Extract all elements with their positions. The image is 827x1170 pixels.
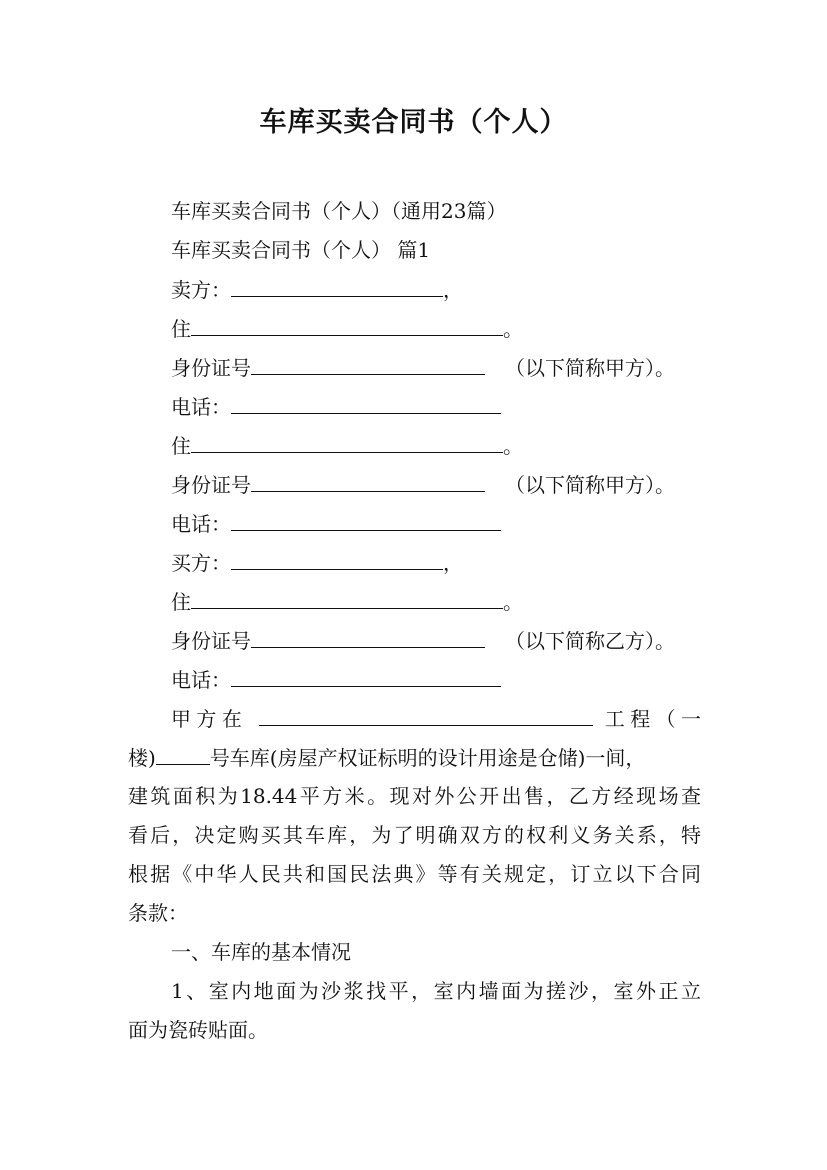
id-suffix: （以下简称甲方）。 [505,473,675,497]
paragraph-line: 建筑面积为18.44平方米。现对外公开出售，乙方经现场查 [128,784,701,808]
item-line: 1、室内地面为沙浆找平，室内墙面为搓沙，室外正立 [171,979,701,1003]
seller-phone-line [171,394,501,419]
phone-blank [231,394,501,414]
paragraph-line: 根据《中华人民共和国民法典》等有关规定，订立以下合同 [128,862,701,886]
id-blank [251,355,485,375]
address-tail: 。 [503,317,523,341]
phone-blank [231,511,501,531]
seller-id-line [171,355,675,380]
id-suffix: （以下简称甲方）。 [505,356,675,380]
paragraph-line [128,745,645,770]
seller-phone-line-2 [171,511,501,536]
id-label: 身份证号 [171,473,251,497]
para-prefix: 甲方在 [171,707,248,731]
address-label: 住 [171,590,191,614]
garage-number-blank [156,745,210,765]
buyer-name-blank [231,550,443,570]
id-label: 身份证号 [171,629,251,653]
address-label: 住 [171,317,191,341]
id-blank [251,472,485,492]
para-prefix: 楼) [128,746,156,770]
phone-label: 电话： [171,395,231,419]
buyer-tail: ， [443,551,463,575]
seller-address-line [171,316,523,341]
buyer-phone-line [171,667,501,692]
seller-address-line-2 [171,433,523,458]
address-blank [191,589,503,609]
paragraph-line: 看后，决定购买其车库，为了明确双方的权利义务关系，特 [128,823,701,847]
chapter-heading: 车库买卖合同书（个人） 篇1 [171,238,431,262]
id-blank [251,628,485,648]
buyer-label: 买方： [171,551,231,575]
id-suffix: （以下简称乙方）。 [505,629,675,653]
item-line: 面为瓷砖贴面。 [128,1018,268,1042]
para-suffix: 工程（一 [604,707,702,731]
buyer-id-line [171,628,675,653]
seller-name-blank [231,277,443,297]
paragraph-line: 条款： [128,901,188,925]
seller-line [171,277,463,302]
paragraph-line [171,706,701,731]
address-blank [191,316,503,336]
phone-label: 电话： [171,512,231,536]
subtitle: 车库买卖合同书（个人）（通用23篇） [171,199,507,223]
address-label: 住 [171,434,191,458]
id-label: 身份证号 [171,356,251,380]
buyer-line [171,550,463,575]
buyer-address-line [171,589,523,614]
document-title: 车库买卖合同书（个人） [259,107,568,138]
address-tail: 。 [503,434,523,458]
project-blank [259,706,593,726]
address-tail: 。 [503,590,523,614]
seller-tail: ， [443,278,463,302]
phone-label: 电话： [171,668,231,692]
section-heading: 一、车库的基本情况 [171,940,351,964]
seller-label: 卖方： [171,278,231,302]
para-suffix: 号车库(房屋产权证标明的设计用途是仓储)一间， [209,746,646,770]
seller-id-line-2 [171,472,675,497]
phone-blank [231,667,501,687]
address-blank [191,433,503,453]
